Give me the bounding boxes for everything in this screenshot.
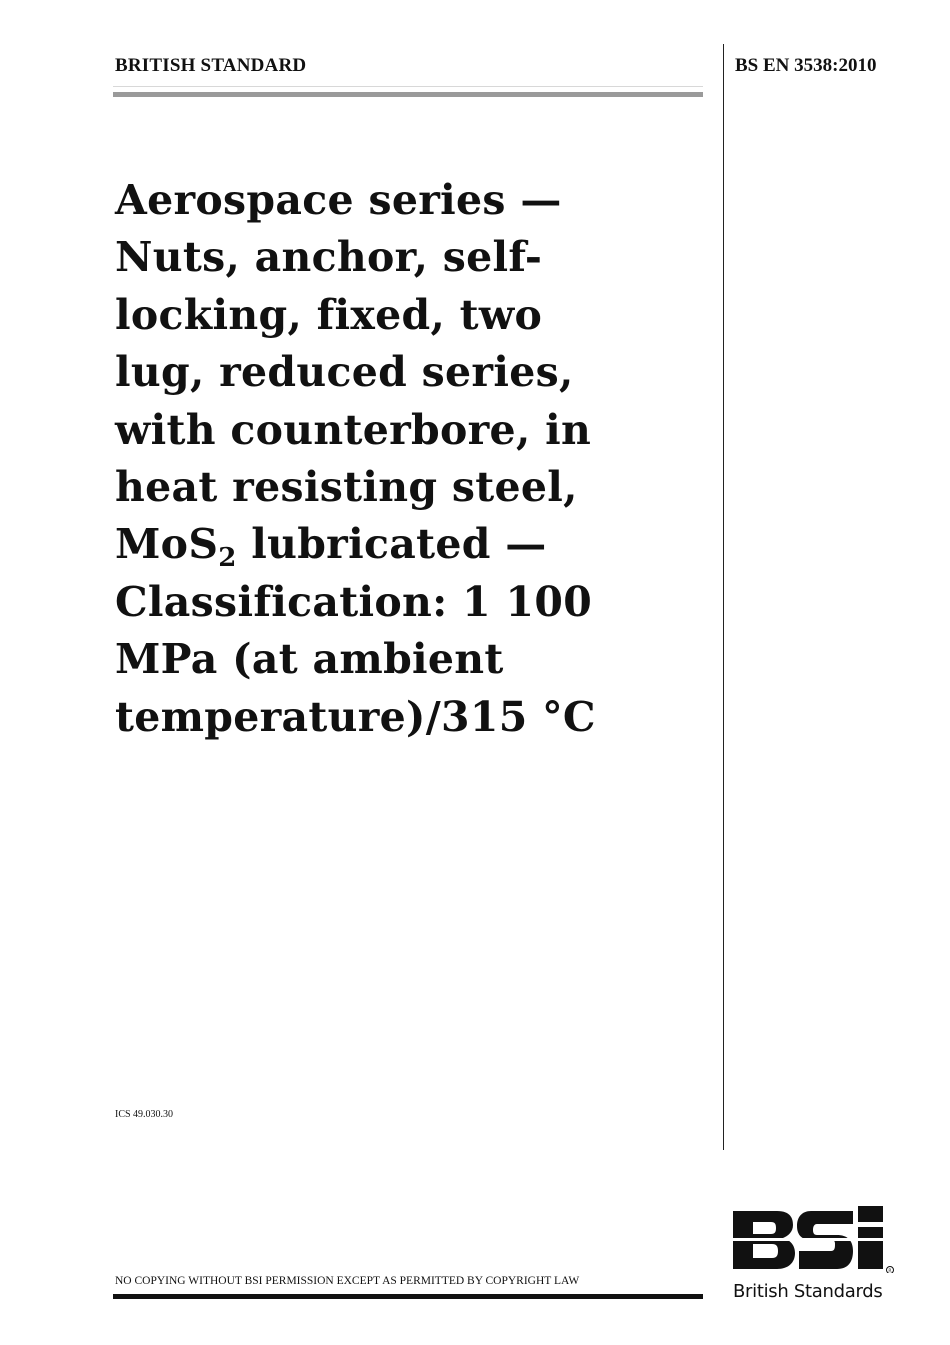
title-line: Classification: 1 100 [115, 577, 593, 626]
header-thick-rule [113, 92, 703, 97]
title-line: with counterbore, in [115, 405, 592, 454]
standard-type-label: BRITISH STANDARD [115, 55, 307, 76]
bsi-letter-i-stem [858, 1227, 883, 1269]
bsi-logo [731, 1205, 896, 1305]
title-line: Aerospace series — [115, 176, 562, 224]
mos-subscript: 2 [218, 543, 237, 574]
svg-text:R: R [888, 1268, 892, 1273]
document-number: BS EN 3538:2010 [735, 55, 877, 76]
header-thin-rule [113, 86, 703, 87]
document-title [115, 172, 715, 746]
ics-code: ICS 49.030.30 [115, 1109, 174, 1120]
bsi-tagline: British Standards [733, 1281, 883, 1302]
copyright-notice: NO COPYING WITHOUT BSI PERMISSION EXCEPT AS PERMITTED BY COPYRIGHT LAW [115, 1275, 580, 1287]
mos-prefix: MoS [115, 520, 219, 569]
footer-rule [113, 1294, 703, 1299]
title-line: heat resisting steel, [115, 463, 578, 512]
bsi-letter-i-dot [858, 1206, 883, 1222]
title-line: MPa (at ambient [115, 635, 504, 684]
title-line: lug, reduced series, [115, 348, 574, 397]
bsi-logo-mark [731, 1205, 896, 1273]
mos-suffix: lubricated — [236, 520, 547, 569]
title-line: locking, fixed, two [115, 290, 543, 339]
column-divider [723, 44, 724, 1150]
title-line: Nuts, anchor, self- [115, 233, 543, 282]
title-line: temperature)/315 °C [115, 692, 596, 741]
title-line-mos2 [115, 516, 715, 573]
